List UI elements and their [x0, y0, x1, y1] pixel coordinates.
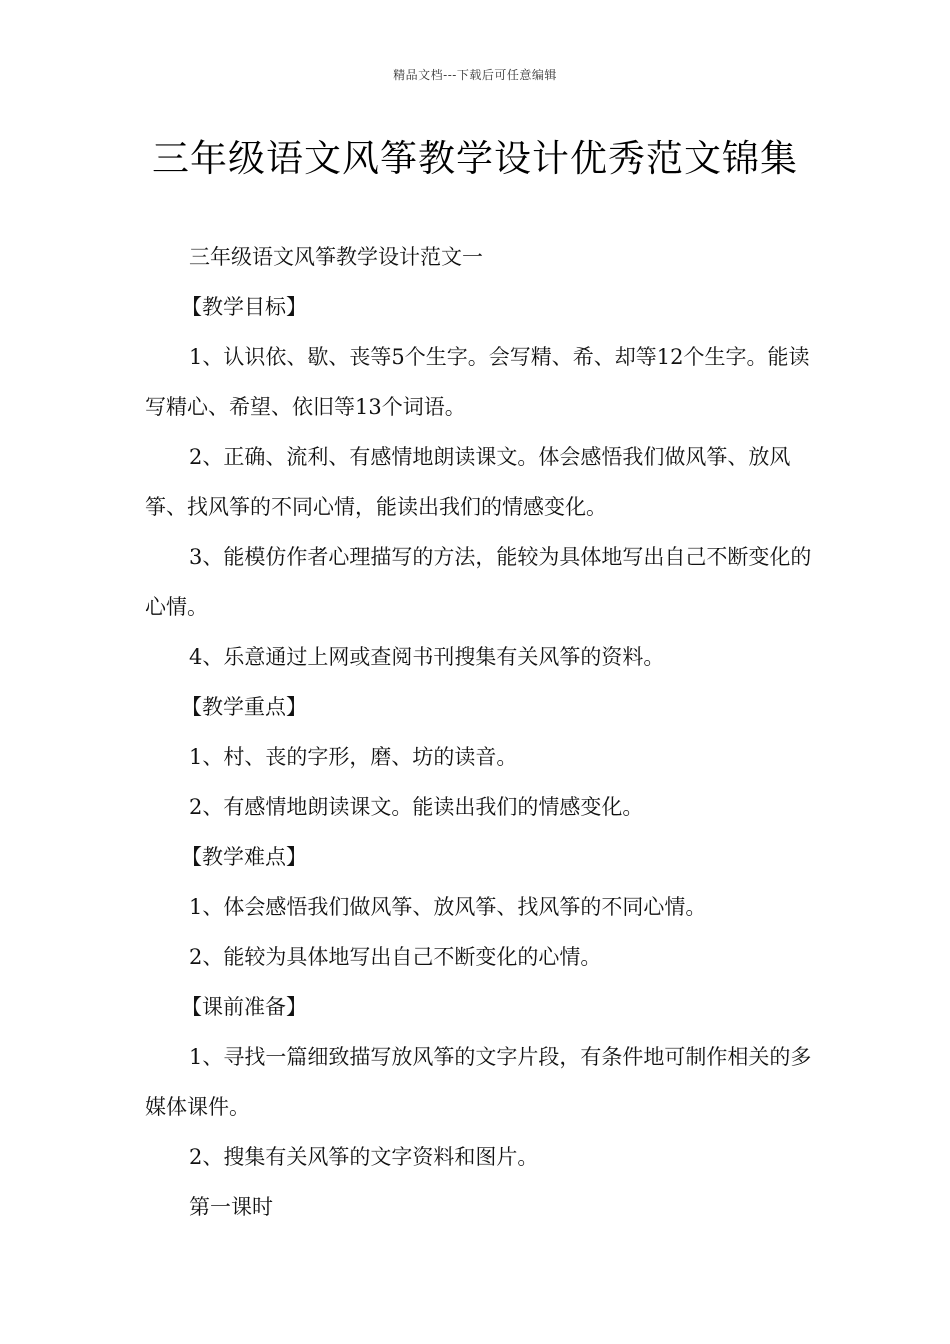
paragraph: 1、认识依、歇、丧等5个生字。会写精、希、却等12个生字。能读写精心、希望、依旧等13个词语。	[145, 345, 810, 419]
paragraph: 1、体会感悟我们做风筝、放风筝、找风筝的不同心情。	[189, 895, 707, 919]
paragraph: 2、能较为具体地写出自己不断变化的心情。	[189, 945, 602, 969]
document-title: 三年级语文风筝教学设计优秀范文锦集	[152, 137, 798, 180]
paragraph: 4、乐意通过上网或查阅书刊搜集有关风筝的资料。	[189, 645, 665, 669]
document-body	[145, 232, 823, 1232]
paragraph: 2、有感情地朗读课文。能读出我们的情感变化。	[189, 795, 644, 819]
paragraph: 第一课时	[189, 1195, 273, 1219]
section-heading: 【教学难点】	[181, 845, 307, 869]
section-heading: 【教学重点】	[181, 695, 307, 719]
paragraph: 1、寻找一篇细致描写放风筝的文字片段，有条件地可制作相关的多媒体课件。	[145, 1045, 812, 1119]
paragraph: 2、正确、流利、有感情地朗读课文。体会感悟我们做风筝、放风筝、找风筝的不同心情，能读出我们的情感变化。	[145, 445, 791, 519]
paragraph: 三年级语文风筝教学设计范文一	[189, 245, 483, 269]
section-heading: 【课前准备】	[181, 995, 307, 1019]
paragraph: 3、能模仿作者心理描写的方法，能较为具体地写出自己不断变化的心情。	[145, 545, 812, 619]
section-heading: 【教学目标】	[181, 295, 307, 319]
header-note: 精品文档---下载后可任意编辑	[393, 68, 557, 82]
paragraph: 2、搜集有关风筝的文字资料和图片。	[189, 1145, 539, 1169]
paragraph: 1、村、丧的字形，磨、坊的读音。	[189, 745, 518, 769]
